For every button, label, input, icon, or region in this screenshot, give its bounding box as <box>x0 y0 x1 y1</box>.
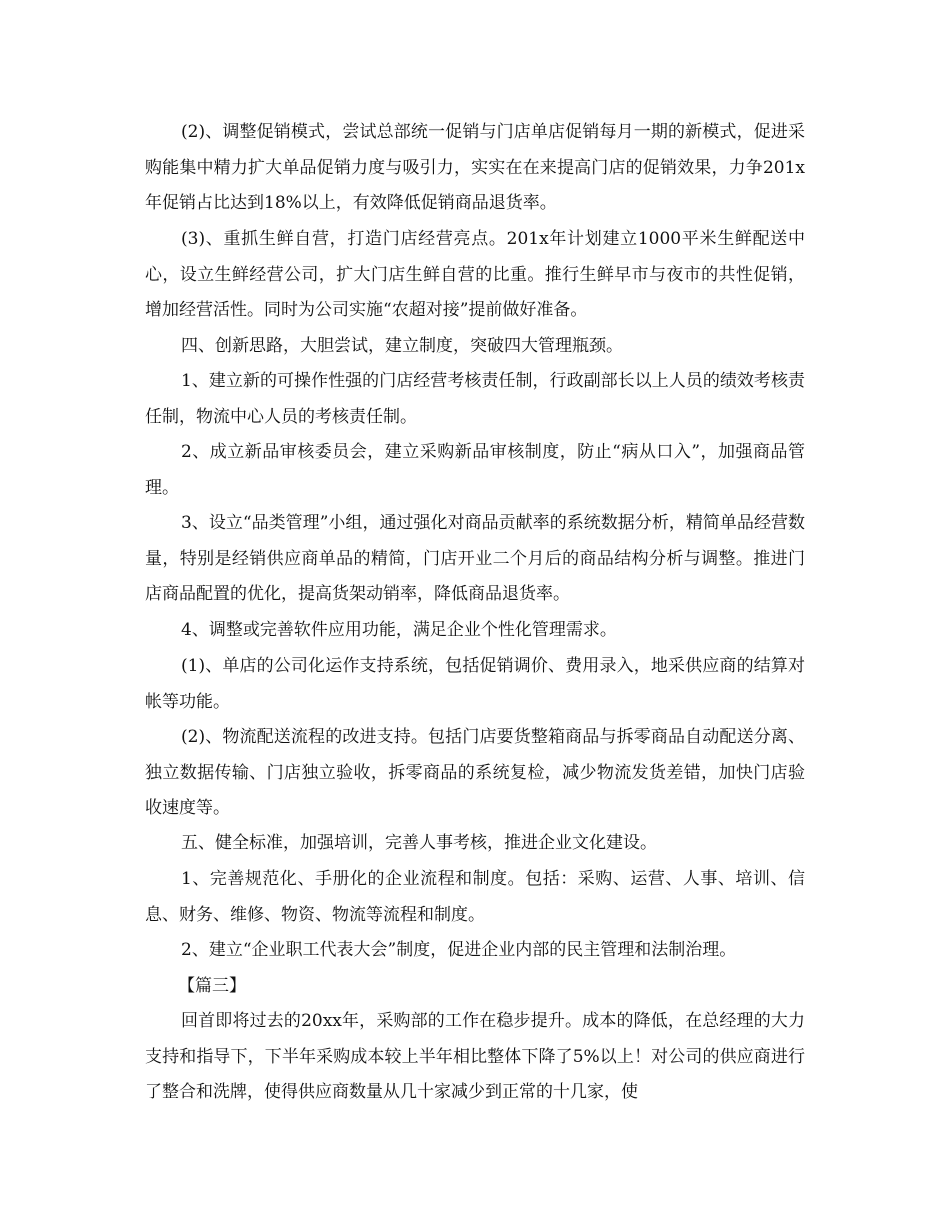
paragraph-standardization: 1、完善规范化、手册化的企业流程和制度。包括：采购、运营、人事、培训、信息、财务、维修、物资、物流等流程和制度。 <box>145 869 805 925</box>
paragraph-employee-congress: 2、建立“企业职工代表大会”制度，促进企业内部的民主管理和法制治理。 <box>181 940 737 960</box>
paragraph-fresh-food: (3)、重抓生鲜自营，打造门店经营亮点。201x年计划建立1000平米生鲜配送中心，设立生鲜经营公司，扩大门店生鲜自营的比重。推行生鲜早市与夜市的共性促销，增加经营活性。同时为公司实施“农超对接”提前做好准备。 <box>145 229 805 320</box>
paragraph-section-four-heading: 四、创新思路，大胆尝试，建立制度，突破四大管理瓶颈。 <box>181 336 623 356</box>
paragraph-category-management: 3、设立“品类管理”小组，通过强化对商品贡献率的系统数据分析，精简单品经营数量，特别是经销供应商单品的精简，门店开业二个月后的商品结构分析与调整。推进门店商品配置的优化，提高货架动销率，降低商品退货率。 <box>145 513 805 604</box>
paragraph-review-20xx: 回首即将过去的20xx年，采购部的工作在稳步提升。成本的降低，在总经理的大力支持和指导下，下半年采购成本较上半年相比整体下降了5%以上！对公司的供应商进行了整合和洗牌，使得供应商数量从几十家减少到正常的十几家，使 <box>145 1011 805 1102</box>
paragraph-promotion-mode: (2)、调整促销模式，尝试总部统一促销与门店单店促销每月一期的新模式，促进采购能集中精力扩大单品促销力度与吸引力，实实在在来提高门店的促销效果，力争201x年促销占比达到18%以上，有效降低促销商品退货率。 <box>145 122 805 213</box>
paragraph-logistics-process: (2)、物流配送流程的改进支持。包括门店要货整箱商品与拆零商品自动配送分离、独立数据传输、门店独立验收，拆零商品的系统复检，减少物流发货差错，加快门店验收速度等。 <box>145 727 805 818</box>
paragraph-store-assessment: 1、建立新的可操作性强的门店经营考核责任制，行政副部长以上人员的绩效考核责任制，物流中心人员的考核责任制。 <box>145 371 805 427</box>
paragraph-store-system: (1)、单店的公司化运作支持系统，包括促销调价、费用录入，地采供应商的结算对帐等功能。 <box>145 656 805 712</box>
paragraph-section-five-heading: 五、健全标准，加强培训，完善人事考核，推进企业文化建设。 <box>181 833 657 853</box>
section-heading-part-three: 【篇三】 <box>178 976 246 996</box>
paragraph-software-functions: 4、调整或完善软件应用功能，满足企业个性化管理需求。 <box>181 620 617 640</box>
paragraph-new-product-review: 2、成立新品审核委员会，建立采购新品审核制度，防止“病从口入”，加强商品管理。 <box>145 442 805 498</box>
